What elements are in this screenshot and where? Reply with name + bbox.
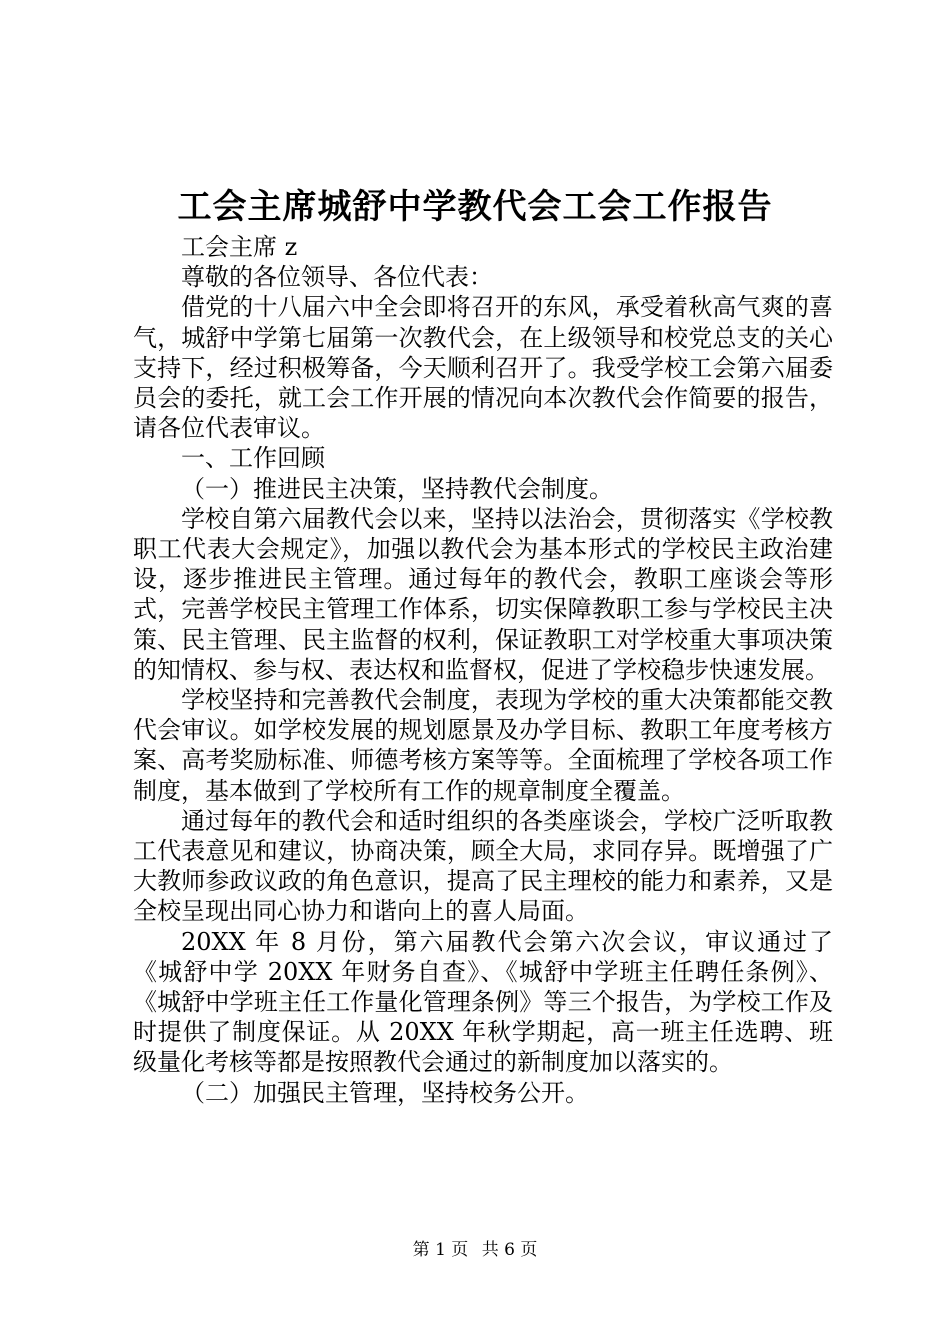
section-heading: 一、工作回顾 xyxy=(181,444,325,473)
page-total: 共 6 页 xyxy=(481,1240,538,1260)
subsection-heading: （二）加强民主管理，坚持校务公开。 xyxy=(181,1078,589,1107)
document-body xyxy=(133,232,833,1108)
document-title: 工会主席城舒中学教代会工会工作报告 xyxy=(177,187,773,227)
salutation: 尊敬的各位领导、各位代表： xyxy=(181,263,493,292)
paragraph: 借党的十八届六中全会即将召开的东风，承受着秋高气爽的喜气，城舒中学第七届第一次教代会，在上级领导和校党总支的关心支持下，经过积极筹备，今天顺利召开了。我受学校工会第六届委员会的委托，就工会工作开展的情况向本次教代会作简要的报告，请各位代表审议。 xyxy=(133,293,833,443)
page-number: 第 1 页 xyxy=(412,1240,469,1260)
paragraph: 通过每年的教代会和适时组织的各类座谈会，学校广泛听取教工代表意见和建议，协商决策，顾全大局，求同存异。既增强了广大教师参政议政的角色意识，提高了民主理校的能力和素养，又是全校呈现出同心协力和谐向上的喜人局面。 xyxy=(133,806,833,926)
author-line: 工会主席 z xyxy=(181,233,298,261)
subsection-heading: （一）推进民主决策，坚持教代会制度。 xyxy=(181,474,613,503)
paragraph: 学校自第六届教代会以来，坚持以法治会，贯彻落实《学校教职工代表大会规定》，加强以教代会为基本形式的学校民主政治建设，逐步推进民主管理。通过每年的教代会，教职工座谈会等形式，完善学校民主管理工作体系，切实保障教职工参与学校民主决策、民主管理、民主监督的权利，保证教职工对学校重大事项决策的知情权、参与权、表达权和监督权，促进了学校稳步快速发展。 xyxy=(133,504,833,684)
paragraph: 学校坚持和完善教代会制度，表现为学校的重大决策都能交教代会审议。如学校发展的规划愿景及办学目标、教职工年度考核方案、高考奖励标准、师德考核方案等等。全面梳理了学校各项工作制度，基本做到了学校所有工作的规章制度全覆盖。 xyxy=(133,686,833,805)
paragraph: 20XX 年 8 月份，第六届教代会第六次会议，审议通过了《城舒中学 20XX 年财务自查》、《城舒中学班主任聘任条例》、《城舒中学班主任工作量化管理条例》等三个报告，为学校工作及时提供了制度保证。从 20XX 年秋学期起，高一班主任选聘、班级量化考核等都是按照教代会通过的新制度加以落实的。 xyxy=(133,927,833,1077)
page-footer xyxy=(0,1238,950,1262)
